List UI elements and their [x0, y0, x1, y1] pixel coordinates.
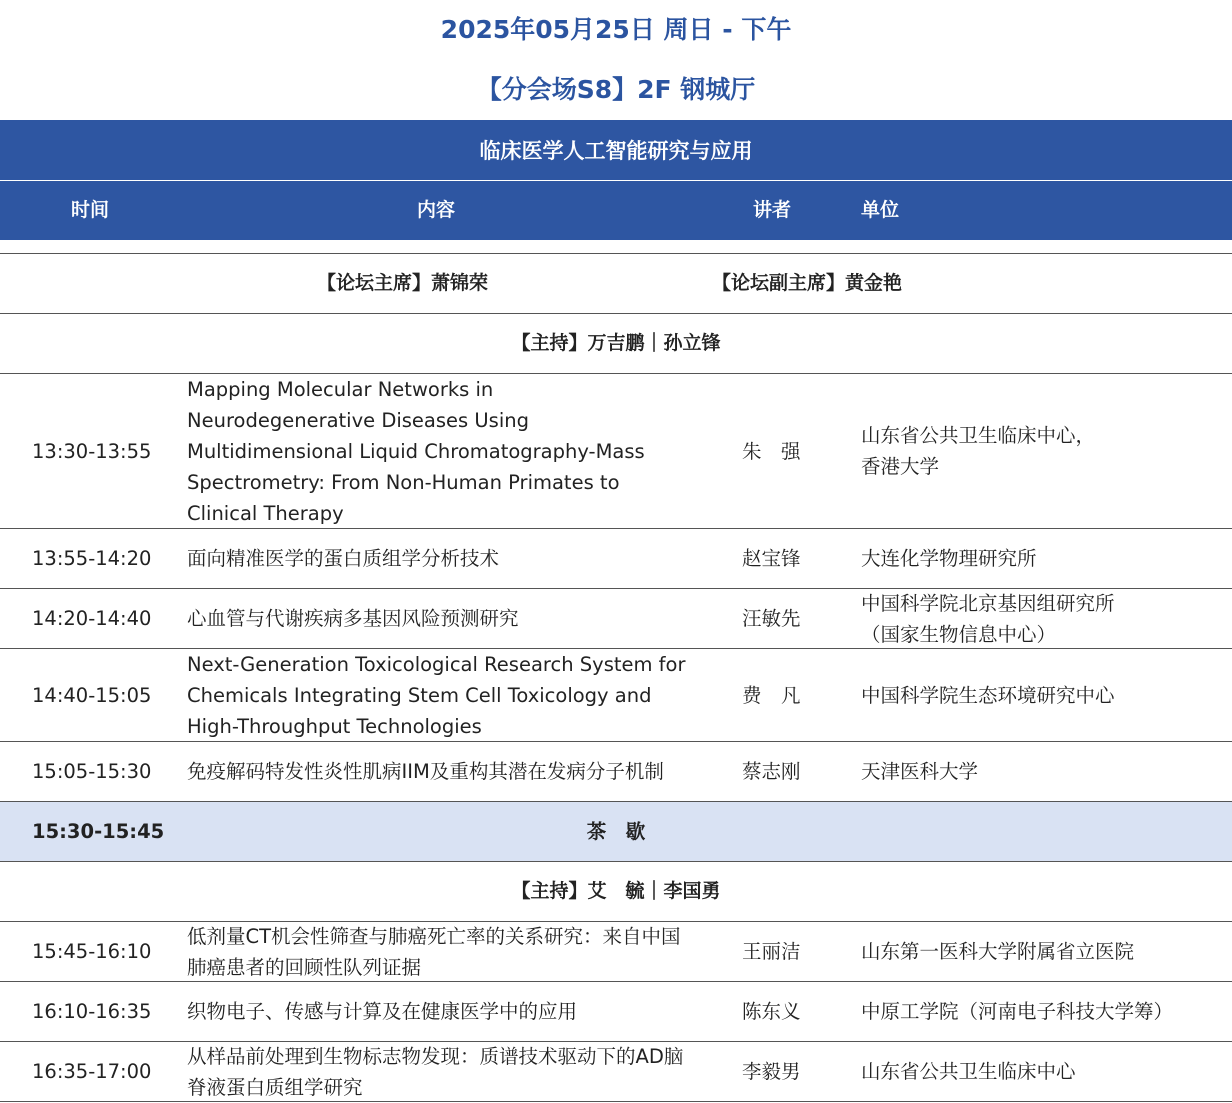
talk-content: [187, 649, 687, 741]
talk-speaker: 蔡志刚: [742, 760, 801, 783]
talk-content: [187, 374, 687, 528]
forum-vice-chair: 【论坛副主席】黄金艳: [712, 272, 903, 294]
column-header-content: 内容: [417, 199, 456, 221]
talk-time: 14:40-15:05: [32, 683, 152, 707]
tea-break-row: [0, 802, 1232, 862]
talk-speaker: 李毅男: [742, 1060, 801, 1083]
header-gap: [0, 240, 1232, 254]
talk-unit: [861, 589, 1146, 648]
talk-unit: [861, 649, 1231, 741]
column-header-unit: 单位: [861, 199, 900, 221]
host-label-1: 【主持】万吉鹏｜孙立锋: [511, 332, 721, 354]
talk-content: [187, 742, 687, 801]
table-row: [0, 374, 1232, 529]
talk-content-text: 心血管与代谢疾病多基因风险预测研究: [187, 607, 519, 630]
host-row-2: [0, 862, 1232, 922]
talk-content: [187, 589, 687, 648]
talk-unit-text: 山东省公共卫生临床中心: [861, 1060, 1076, 1083]
talk-content-text: Mapping Molecular Networks in Neurodegenerative Diseases Using Multidimensional Liquid Chromatography-Mass Spectrometry: From Non-Human Primates to Clinical Therapy: [187, 377, 645, 525]
table-row: [0, 1042, 1232, 1102]
session-title: 临床医学人工智能研究与应用: [479, 139, 753, 163]
talk-time: 14:20-14:40: [32, 607, 152, 630]
forum-chair: 【论坛主席】萧锦荣: [317, 272, 489, 294]
talk-speaker: 赵宝锋: [742, 547, 801, 570]
talk-unit: [861, 529, 1231, 588]
host-row-1: [0, 314, 1232, 374]
talk-content-text: 面向精准医学的蛋白质组学分析技术: [187, 547, 500, 570]
talk-speaker: 陈东义: [742, 1000, 801, 1023]
talk-unit: [861, 374, 1111, 528]
talk-speaker: 朱 强: [742, 439, 801, 463]
talk-speaker: 王丽洁: [742, 940, 801, 963]
table-row: [0, 529, 1232, 589]
talk-unit: [861, 982, 1231, 1041]
session-title-bar: [0, 120, 1232, 180]
talk-time: 13:55-14:20: [32, 547, 152, 570]
talk-content: [187, 922, 687, 981]
break-label: [0, 802, 1232, 861]
talk-unit: [861, 922, 1231, 981]
talk-content-text: 低剂量CT机会性筛查与肺癌死亡率的关系研究：来自中国肺癌患者的回顾性队列证据: [187, 924, 681, 979]
host-label-2: 【主持】艾 毓｜李国勇: [511, 880, 721, 902]
talk-content-text: 从样品前处理到生物标志物发现：质谱技术驱动下的AD脑脊液蛋白质组学研究: [187, 1044, 684, 1099]
column-header-time: 时间: [71, 199, 110, 221]
break-time: 15:30-15:45: [32, 820, 165, 843]
table-row: [0, 649, 1232, 742]
talk-time: 15:45-16:10: [32, 940, 152, 963]
talk-unit-text: 中原工学院（河南电子科技大学筹）: [861, 1000, 1174, 1023]
table-row: [0, 922, 1232, 982]
venue-title: 【分会场S8】2F 钢城厅: [476, 75, 756, 104]
talk-time: 16:10-16:35: [32, 1000, 152, 1023]
talk-content-text: Next-Generation Toxicological Research System for Chemicals Integrating Stem Cell Toxicology and High-Throughput Technologies: [187, 652, 686, 738]
talk-unit-text: 中国科学院北京基因组研究所（国家生物信息中心）: [861, 591, 1115, 646]
column-header-speaker: 讲者: [753, 199, 792, 221]
talk-unit-text: 山东省公共卫生临床中心，香港大学: [861, 424, 1096, 478]
talk-content: [187, 1042, 687, 1101]
talk-time: 15:05-15:30: [32, 760, 152, 783]
table-row: [0, 589, 1232, 649]
column-header-row: [0, 181, 1232, 240]
talk-unit-text: 中国科学院生态环境研究中心: [861, 683, 1115, 707]
talk-time: 16:35-17:00: [32, 1060, 152, 1083]
break-label-text: 茶 歇: [586, 820, 646, 843]
talk-time: 13:30-13:55: [32, 439, 152, 463]
talk-content: [187, 982, 687, 1041]
table-row: [0, 982, 1232, 1042]
talk-content: [187, 529, 687, 588]
talk-content-text: 织物电子、传感与计算及在健康医学中的应用: [187, 1000, 578, 1023]
schedule-date: 2025年05月25日 周日 - 下午: [440, 15, 792, 44]
table-row: [0, 742, 1232, 802]
talk-unit-text: 天津医科大学: [861, 760, 979, 783]
talk-unit: [861, 1042, 1231, 1101]
talk-content-text: 免疫解码特发性炎性肌病IIM及重构其潜在发病分子机制: [187, 760, 664, 783]
talk-unit-text: 大连化学物理研究所: [861, 547, 1037, 570]
talk-speaker: 费 凡: [742, 683, 801, 707]
talk-unit-text: 山东第一医科大学附属省立医院: [861, 940, 1135, 963]
talk-speaker: 汪敏先: [742, 607, 801, 630]
chairs-row: [0, 254, 1232, 314]
talk-unit: [861, 742, 1231, 801]
